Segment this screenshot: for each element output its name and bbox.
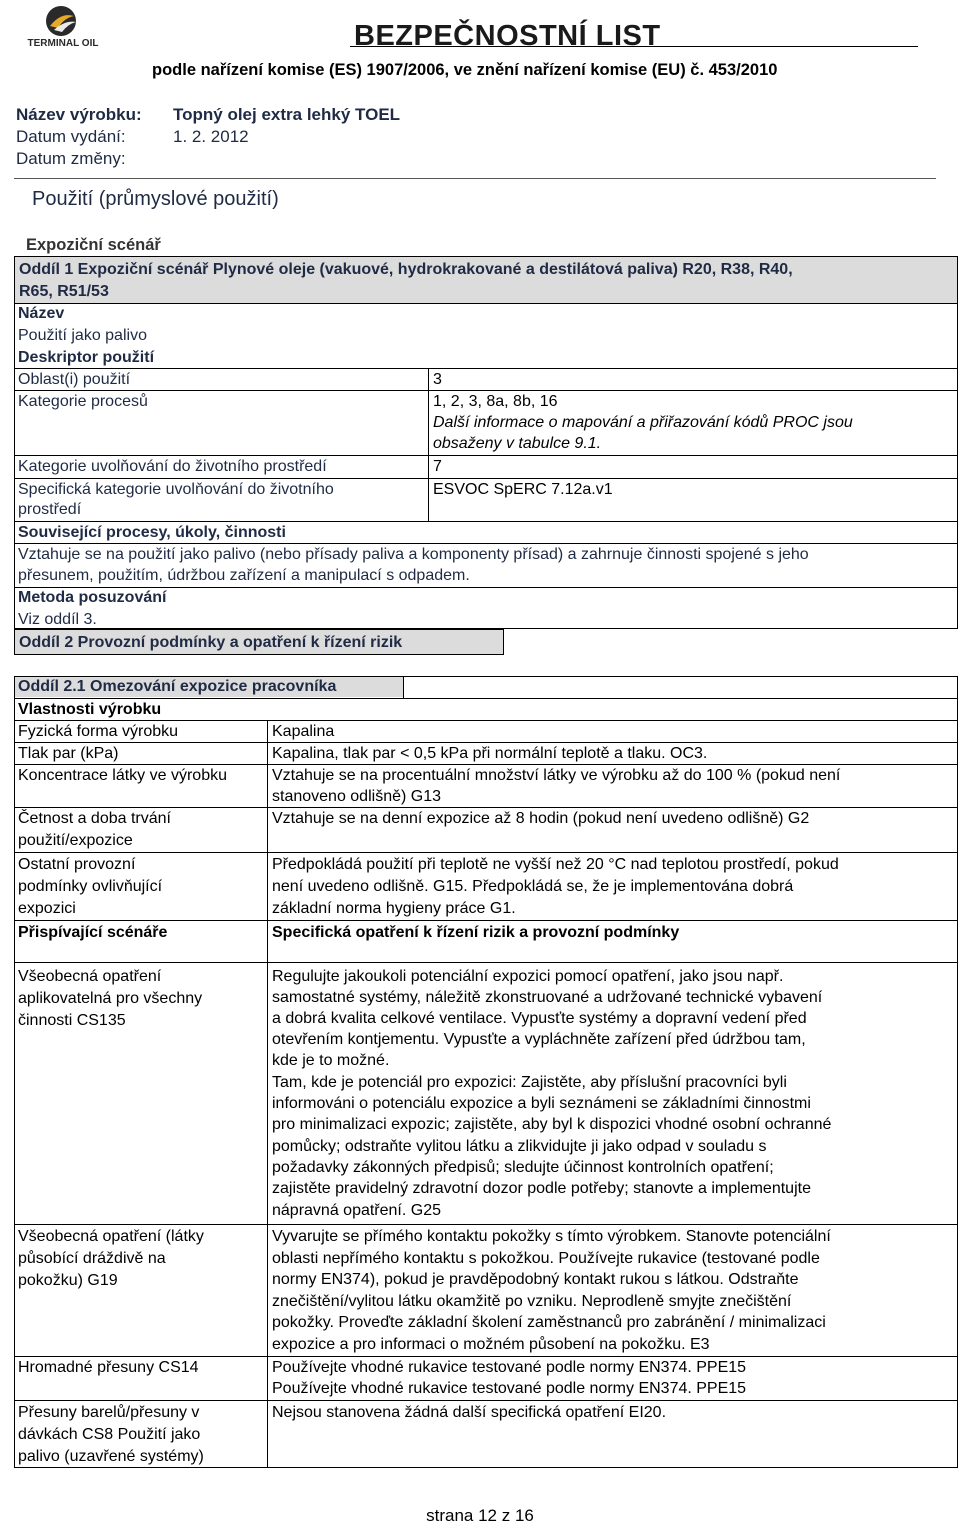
release-label: Kategorie uvolňování do životního prostředí	[18, 458, 327, 475]
specific-release-label-line2: prostředí	[18, 501, 82, 518]
bulk-label: Hromadné přesuny CS14	[18, 1359, 199, 1376]
terminal-oil-logo	[18, 4, 108, 52]
row-rule-other	[14, 920, 958, 921]
descriptor-col-divider	[428, 368, 429, 521]
process-note-line1: Další informace o mapování a přiřazování kódů PROC jsou	[433, 414, 853, 431]
skin-value-3: normy EN374), pokud je pravděpodobný kontakt rukou s látkou. Odstraňte	[272, 1271, 799, 1288]
exposure-heading: Expoziční scénář	[26, 236, 161, 254]
contributing-value: Specifická opatření k řízení rizik a provozní podmínky	[272, 924, 680, 941]
section-2-1-divider	[403, 676, 404, 698]
general-value-1: Regulujte jakoukoli potenciální expozici pomocí opatření, jako jsou např.	[272, 968, 784, 985]
general-value-2: samostatné systémy, náležitě zkonstruované a udržované technické vybavení	[272, 989, 823, 1006]
related-text-line1: Vztahuje se na použití jako palivo (nebo přísady paliva a komponenty přísad) a zahrnuje činnosti spojené s jeho	[18, 546, 809, 563]
issue-label: Datum vydání:	[16, 127, 126, 146]
other-conditions-label-3: expozici	[18, 900, 76, 917]
specific-release-label-line1: Specifická kategorie uvolňování do životního	[18, 481, 334, 498]
use-heading: Použití (průmyslové použití)	[32, 188, 279, 210]
row-rule-general	[14, 1224, 958, 1225]
general-value-6: Tam, kde je potenciál pro expozici: Zajistěte, aby příslušní pracovníci byli	[272, 1074, 787, 1091]
general-value-3: a dobrá kvalita celkové ventilace. Vypusťte systémy a dopravní vedení před	[272, 1010, 807, 1027]
process-label: Kategorie procesů	[18, 393, 148, 410]
drums-label-2: dávkách CS8 Použití jako	[18, 1426, 201, 1443]
general-label-3: činnosti CS135	[18, 1012, 126, 1029]
drums-label-1: Přesuny barelů/přesuny v	[18, 1404, 200, 1421]
section-1-title-line2: R65, R51/53	[19, 283, 109, 300]
skin-value-2: oblasti nepřímého kontaktu s pokožkou. Používejte rukavice (testované podle	[272, 1250, 820, 1267]
other-conditions-value-3: základní norma hygieny práce G1.	[272, 900, 516, 917]
product-label: Název výrobku:	[16, 105, 142, 124]
page-number: strana 12 z 16	[426, 1506, 534, 1525]
skin-label-2: působící dráždivě na	[18, 1250, 166, 1267]
release-value: 7	[433, 458, 442, 475]
frequency-label-line1: Četnost a doba trvání	[18, 810, 171, 827]
name-label: Název	[18, 305, 65, 322]
change-label: Datum změny:	[16, 149, 126, 168]
general-value-5: kde je to možné.	[272, 1052, 390, 1069]
general-value-10: požadavky zákonných předpisů; sledujte účinnost kontrolních opatření;	[272, 1159, 774, 1176]
general-value-12: nápravná opatření. G25	[272, 1202, 442, 1219]
frequency-value: Vztahuje se na denní expozice až 8 hodin (pokud není uvedeno odlišně) G2	[272, 810, 810, 827]
process-value: 1, 2, 3, 8a, 8b, 16	[433, 393, 558, 410]
skin-value-1: Vyvarujte se přímého kontaktu pokožky s tímto výrobkem. Stanovte potenciální	[272, 1228, 831, 1245]
company-name: TERMINAL OIL	[27, 38, 99, 49]
issue-value: 1. 2. 2012	[173, 127, 249, 146]
bulk-value-2: Používejte vhodné rukavice testované podle normy EN374. PPE15	[272, 1380, 747, 1397]
section-2-title	[14, 629, 504, 655]
section-1-title-line1: Oddíl 1 Expoziční scénář Plynové oleje (vakuové, hydrokrakované a destilátová paliva) R20, R38, R40,	[19, 261, 793, 278]
specific-release-value: ESVOC SpERC 7.12a.v1	[433, 481, 613, 498]
physical-form-value: Kapalina	[272, 723, 335, 740]
row-rule-contributing	[14, 962, 958, 963]
header-rule	[350, 46, 918, 47]
props-label: Vlastnosti výrobku	[18, 701, 162, 718]
related-text-line2: přesunem, použitím, údržbou zařízení a manipulací s odpadem.	[18, 567, 470, 584]
related-label: Související procesy, úkoly, činnosti	[18, 524, 286, 541]
bulk-value-1: Používejte vhodné rukavice testované podle normy EN374. PPE15	[272, 1359, 747, 1376]
regulation-subtitle: podle nařízení komise (ES) 1907/2006, ve znění nařízení komise (EU) č. 453/2010	[152, 61, 778, 79]
descriptor-label: Deskriptor použití	[18, 349, 155, 366]
area-value: 3	[433, 371, 442, 388]
general-value-9: pomůcky; odstraňte vylitou látku a zlikvidujte ji jako odpad v souladu s	[272, 1138, 767, 1155]
concentration-value-line1: Vztahuje se na procentuální množství látky ve výrobku až do 100 % (pokud není	[272, 767, 841, 784]
header-divider	[14, 178, 936, 179]
general-value-8: pro minimalizaci expozic; zajistěte, aby byl k dispozici vhodné osobní ochranné	[272, 1116, 832, 1133]
contributing-label: Přispívající scénáře	[18, 924, 168, 941]
name-value: Použití jako palivo	[18, 327, 147, 344]
general-value-11: zajistěte pravidelný zdravotní dozor podle potřeby; stanovte a implementujte	[272, 1180, 811, 1197]
method-label: Metoda posuzování	[18, 589, 167, 606]
general-label-2: aplikovatelná pro všechny	[18, 990, 203, 1007]
section-2-1-title: Oddíl 2.1 Omezování expozice pracovníka	[18, 678, 337, 695]
section-1-title	[14, 256, 958, 304]
skin-label-3: pokožku) G19	[18, 1272, 118, 1289]
vapour-pressure-value: Kapalina, tlak par < 0,5 kPa při normální teplotě a tlaku. OC3.	[272, 745, 708, 762]
row-rule-bulk	[14, 1400, 958, 1401]
other-conditions-value-1: Předpokládá použití při teplotě ne vyšší než 20 °C nad teplotou prostředí, pokud	[272, 856, 839, 873]
product-value: Topný olej extra lehký TOEL	[173, 105, 401, 124]
skin-value-5: pokožky. Proveďte základní školení zaměstnanců pro zabránění / minimalizaci	[272, 1314, 826, 1331]
section-2-title-text: Oddíl 2 Provozní podmínky a opatření k řízení rizik	[19, 634, 403, 651]
drums-label-3: palivo (uzavřené systémy)	[18, 1448, 204, 1465]
other-conditions-value-2: není uvedeno odlišně. G15. Předpokládá se, že je implementována dobrá	[272, 878, 794, 895]
document-title: BEZPEČNOSTNÍ LIST	[354, 20, 661, 52]
other-conditions-label-2: podmínky ovlivňující	[18, 878, 163, 895]
concentration-label: Koncentrace látky ve výrobku	[18, 767, 227, 784]
frequency-label-line2: použití/expozice	[18, 832, 133, 849]
skin-value-4: znečištění/vylitou látku okamžitě po vzniku. Neprodleně smyjte znečištění	[272, 1293, 792, 1310]
process-note-line2: obsaženy v tabulce 9.1.	[433, 435, 602, 452]
skin-label-1: Všeobecná opatření (látky	[18, 1228, 204, 1245]
area-label: Oblast(i) použití	[18, 371, 131, 388]
general-value-7: informováni o potenciálu expozice a byli seznámeni se základními činnostmi	[272, 1095, 811, 1112]
general-value-4: otevřením kontjementu. Vypusťte a vypláchněte zařízení před údržbou tam,	[272, 1031, 806, 1048]
physical-form-label: Fyzická forma výrobku	[18, 723, 179, 740]
descriptor-rule-top	[14, 368, 958, 369]
other-conditions-label-1: Ostatní provozní	[18, 856, 136, 873]
skin-value-6: expozice a pro informaci o možném působení na pokožku. E3	[272, 1336, 710, 1353]
method-value: Viz oddíl 3.	[18, 611, 97, 628]
vapour-pressure-label: Tlak par (kPa)	[18, 745, 119, 762]
concentration-value-line2: stanoveno odlišně) G13	[272, 788, 441, 805]
row-rule-frequency	[14, 852, 958, 853]
general-label-1: Všeobecná opatření	[18, 968, 162, 985]
drums-value: Nejsou stanovena žádná další specifická opatření EI20.	[272, 1404, 667, 1421]
